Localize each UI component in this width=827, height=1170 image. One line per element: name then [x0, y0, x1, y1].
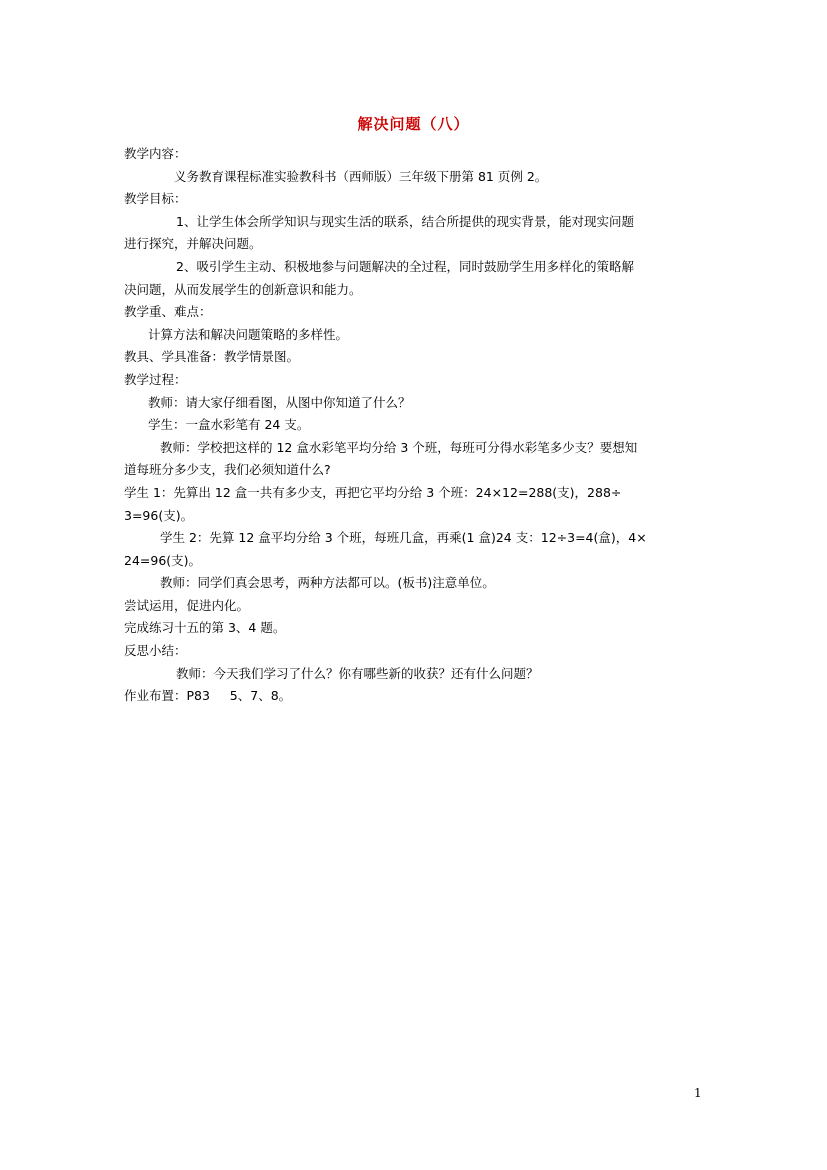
teacher-summary: 教师：今天我们学习了什么？你有哪些新的收获？还有什么问题？: [176, 665, 539, 681]
objective-1-line-1: 1、让学生体会所学知识与现实生活的联系，结合所提供的现实背景，能对现实问题: [176, 213, 634, 229]
objective-2-line-2: 决问题，从而发展学生的创新意识和能力。: [124, 281, 362, 297]
practice-heading: 尝试运用，促进内化。: [124, 597, 250, 613]
student-2-answer-cont: 24=96(支)。: [124, 552, 202, 568]
section-heading-content: 教学内容：: [124, 146, 187, 161]
teacher-line-2-cont: 道每班分多少支，我们必须知道什么?: [124, 462, 331, 478]
section-heading-key-points: 教学重、难点：: [124, 304, 212, 320]
practice-text: 完成练习十五的第 3、4 题。: [124, 620, 286, 636]
student-1-answer: 学生 1：先算出 12 盒一共有多少支，再把它平均分给 3 个班：24×12=288(支)，288÷: [124, 484, 622, 500]
student-line-1: 学生：一盒水彩笔有 24 支。: [148, 417, 310, 433]
page-number: 1: [694, 1086, 702, 1100]
student-2-answer: 学生 2：先算 12 盒平均分给 3 个班，每班几盒，再乘(1 盒)24 支：12÷3=4(盒)，4×: [160, 530, 647, 546]
teacher-line-1: 教师：请大家仔细看图，从图中你知道了什么？: [148, 394, 411, 410]
objective-2-line-1: 2、吸引学生主动、积极地参与问题解决的全过程，同时鼓励学生用多样化的策略解: [176, 258, 634, 274]
document-body: [124, 143, 714, 708]
section-heading-summary: 反思小结：: [124, 643, 187, 659]
teacher-line-2: 教师：学校把这样的 12 盒水彩笔平均分给 3 个班，每班可分得水彩笔多少支？要想知: [160, 439, 638, 455]
materials-text: 教具、学具准备：教学情景图。: [124, 349, 300, 365]
student-1-answer-cont: 3=96(支)。: [124, 507, 194, 523]
homework-text: 作业布置：P83 5、7、8。: [124, 688, 292, 704]
content-text: 义务教育课程标准实验教科书（西师版）三年级下册第 81 页例 2。: [174, 168, 548, 184]
section-heading-process: 教学过程：: [124, 371, 187, 387]
section-heading-objectives: 教学目标：: [124, 191, 187, 207]
teacher-line-3: 教师：同学们真会思考，两种方法都可以。(板书)注意单位。: [160, 575, 495, 591]
key-points-text: 计算方法和解决问题策略的多样性。: [148, 326, 349, 342]
objective-1-line-2: 进行探究，并解决问题。: [124, 236, 262, 252]
page-title: 解决问题（八）: [357, 115, 470, 133]
